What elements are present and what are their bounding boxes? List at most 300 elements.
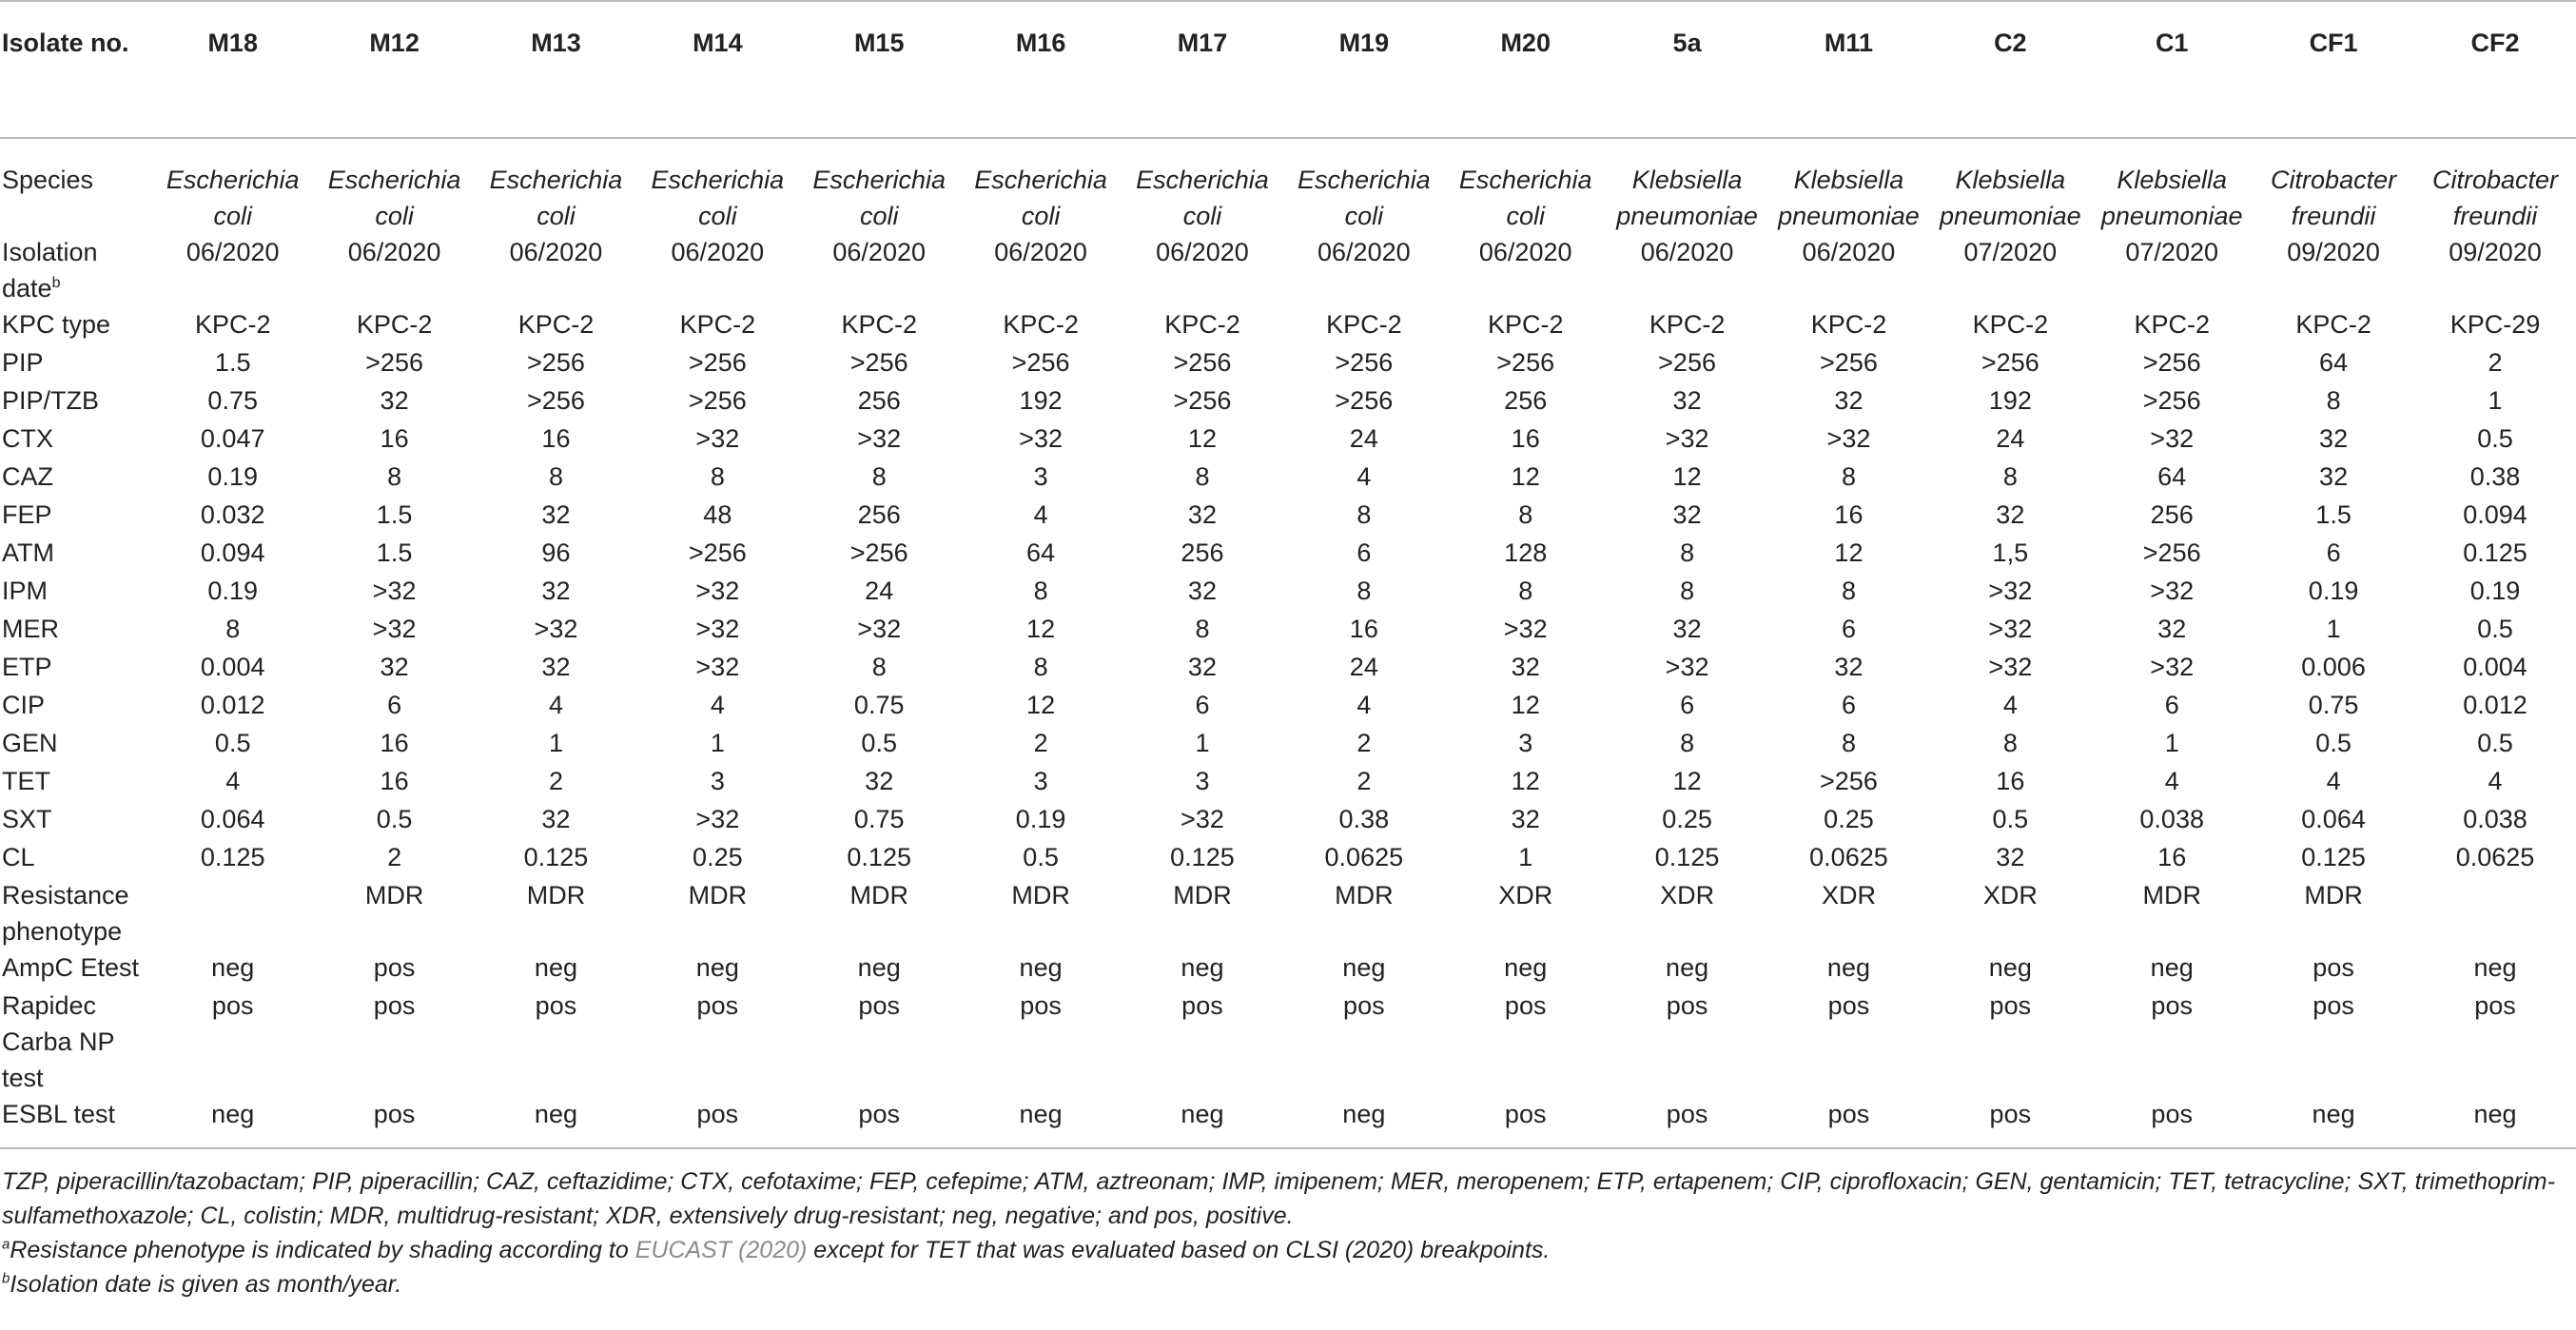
table-cell: XDR (1982, 881, 2038, 909)
table-cell: neg (1342, 953, 1386, 982)
table-cell: Klebsiella pneumoniae (2100, 166, 2243, 230)
column-header-m13: M13 (476, 1, 637, 138)
table-cell: >256 (1496, 348, 1555, 377)
table-cell: 12 (1834, 538, 1864, 567)
row-label (0, 535, 152, 573)
table-cell: MDR (526, 881, 586, 909)
table-cell: 0.5 (1992, 805, 2029, 833)
table-cell: 09/2020 (2287, 238, 2380, 266)
table-row (0, 138, 2576, 234)
table-cell: 0.19 (207, 462, 258, 491)
table-cell: >256 (1011, 348, 1070, 377)
table-cell: >256 (688, 386, 747, 415)
table-cell: 8 (1680, 538, 1695, 567)
row-label (0, 497, 152, 535)
table-cell: neg (1826, 953, 1870, 982)
table-cell: KPC-2 (1326, 310, 1402, 339)
table-cell: 8 (2002, 462, 2018, 491)
column-header-cf1: CF1 (2253, 1, 2414, 138)
table-cell: 1 (548, 729, 563, 757)
table-row (0, 763, 2576, 801)
table-cell: 12 (1672, 767, 1702, 795)
table-cell: 8 (1518, 577, 1533, 605)
table-cell: neg (1504, 953, 1548, 982)
table-cell: >256 (2142, 538, 2201, 567)
row-label (0, 1096, 152, 1148)
table-cell: pos (211, 991, 254, 1020)
table-cell: 1,5 (1992, 538, 2029, 567)
table-cell: 0.38 (1338, 805, 1390, 833)
table-cell: 06/2020 (347, 238, 441, 266)
table-cell: 2 (1356, 729, 1372, 757)
table-cell: pos (1020, 991, 1062, 1020)
table-row (0, 611, 2576, 649)
table-cell: neg (1019, 953, 1063, 982)
table-cell: 0.19 (1015, 805, 1066, 833)
table-cell: 2 (548, 767, 563, 795)
table-cell: 07/2020 (1963, 238, 2058, 266)
footnote-marker: b (51, 275, 61, 291)
table-cell: pos (1607, 1096, 1768, 1148)
table-cell: 32 (541, 500, 571, 529)
row-label-text: ATM (2, 538, 54, 567)
table-cell: 0.19 (2308, 577, 2359, 605)
table-cell: 4 (2002, 691, 2018, 719)
table-cell: Klebsiella pneumoniae (1778, 166, 1920, 230)
table-cell: >256 (849, 538, 908, 567)
table-cell: >32 (1181, 805, 1224, 833)
table-row (0, 877, 2576, 949)
table-cell: pos (2151, 991, 2193, 1020)
table-cell: 0.25 (1824, 805, 1874, 833)
table-cell: 12 (1026, 691, 1056, 719)
table-cell: 0.5 (214, 729, 251, 757)
table-cell: pos (1504, 991, 1547, 1020)
table-cell: neg (2150, 953, 2194, 982)
table-cell: neg (2253, 1096, 2414, 1148)
table-cell: >32 (1988, 653, 2033, 681)
table-cell: 06/2020 (1802, 238, 1896, 266)
table-cell: >32 (1503, 615, 1548, 643)
table-cell: neg (2473, 953, 2517, 982)
row-label-text: Species (2, 166, 94, 194)
table-cell: >256 (1335, 386, 1394, 415)
footnote-b (2, 1267, 2576, 1301)
table-cell: 12 (1672, 462, 1702, 491)
table-cell: 0.5 (376, 805, 413, 833)
table-cell: pos (314, 1096, 476, 1148)
table-cell: 192 (1988, 386, 2032, 415)
table-cell: 256 (857, 386, 901, 415)
table-cell: 0.006 (2301, 653, 2366, 681)
table-cell: neg (1988, 953, 2032, 982)
table-cell: 0.125 (847, 843, 911, 871)
footnote-a (2, 1233, 2576, 1267)
table-cell: 0.5 (1023, 843, 1059, 871)
column-header-m12: M12 (314, 1, 476, 138)
table-cell: KPC-2 (194, 310, 271, 339)
row-label-text: PIP (2, 348, 44, 377)
table-cell: 8 (1195, 615, 1210, 643)
table-cell: 1 (1518, 843, 1533, 871)
table-cell: 1.5 (376, 538, 413, 567)
table-cell: 0.38 (2469, 462, 2521, 491)
table-cell: 32 (380, 653, 409, 681)
table-row (0, 535, 2576, 573)
table-cell: 4 (710, 691, 725, 719)
table-cell: 32 (1187, 500, 1217, 529)
table-cell: neg (1666, 953, 1709, 982)
table-cell: 8 (1033, 577, 1048, 605)
table-cell: 6 (2326, 538, 2341, 567)
table-cell: 0.125 (2301, 843, 2366, 871)
table-cell: Escherichia coli (1298, 166, 1431, 230)
table-cell: 0.004 (200, 653, 265, 681)
footnote-a-text-before: Resistance phenotype is indicated by shading according to (10, 1237, 635, 1263)
table-cell: 1.5 (214, 348, 251, 377)
table-cell: 0.25 (1662, 805, 1712, 833)
table-cell: >32 (857, 424, 902, 453)
table-cell: KPC-2 (679, 310, 756, 339)
row-label-text: PIP/TZB (2, 386, 100, 415)
row-label (0, 459, 152, 497)
column-header-m11: M11 (1768, 1, 1930, 138)
row-label (0, 138, 152, 234)
footnote-b-text: Isolation date is given as month/year. (10, 1271, 402, 1298)
table-cell: 2 (1033, 729, 1048, 757)
column-header-m20: M20 (1445, 1, 1607, 138)
table-cell: 32 (865, 767, 894, 795)
table-cell: neg (2414, 1096, 2576, 1148)
header-row (0, 1, 2576, 138)
table-cell: neg (857, 953, 901, 982)
column-header-isolate-no: Isolate no. (0, 1, 152, 138)
table-cell: MDR (364, 881, 424, 909)
table-cell: 8 (710, 462, 725, 491)
table-cell: >256 (365, 348, 423, 377)
table-cell: 0.064 (2301, 805, 2366, 833)
table-cell: 16 (1349, 615, 1378, 643)
column-header-5a: 5a (1607, 1, 1768, 138)
table-cell: >32 (2150, 424, 2195, 453)
table-cell: pos (858, 991, 900, 1020)
row-label-text: AmpC Etest (2, 953, 140, 982)
table-cell: 0.125 (2463, 538, 2527, 567)
table-body (0, 138, 2576, 1148)
table-row (0, 459, 2576, 497)
table-cell: Escherichia coli (974, 166, 1107, 230)
table-cell: 8 (2002, 729, 2018, 757)
footnote-b-marker: b (2, 1270, 10, 1287)
row-label (0, 234, 152, 306)
table-cell: >256 (527, 386, 585, 415)
table-cell: 8 (1033, 653, 1048, 681)
table-cell: pos (2313, 991, 2354, 1020)
table-cell: 12 (1511, 691, 1540, 719)
table-cell: MDR (688, 881, 748, 909)
row-label-text: KPC type (2, 310, 111, 339)
row-label-text: Resistance phenotype (2, 881, 129, 946)
table-cell: >256 (849, 348, 908, 377)
row-label-text: SXT (2, 805, 52, 833)
table-cell: 32 (1511, 653, 1540, 681)
table-cell: pos (2313, 953, 2354, 982)
table-cell: 16 (1511, 424, 1540, 453)
table-cell: 0.0625 (1324, 843, 1404, 871)
table-cell: XDR (1660, 881, 1715, 909)
row-label (0, 344, 152, 382)
table-cell: 2 (387, 843, 402, 871)
table-cell: 32 (1672, 500, 1702, 529)
table-cell: 12 (1511, 767, 1540, 795)
table-cell: 256 (857, 500, 901, 529)
row-label (0, 687, 152, 725)
table-cell: 06/2020 (832, 238, 926, 266)
table-cell: 24 (1349, 653, 1378, 681)
table-cell: Escherichia coli (1458, 166, 1592, 230)
row-label-text: FEP (2, 500, 52, 529)
table-cell: Escherichia coli (327, 166, 461, 230)
row-label-text: GEN (2, 729, 58, 757)
table-cell: KPC-2 (1810, 310, 1887, 339)
table-cell: 4 (2488, 767, 2503, 795)
table-cell: >256 (1173, 348, 1232, 377)
table-cell: 8 (1195, 462, 1210, 491)
table-cell: 09/2020 (2449, 238, 2542, 266)
table-cell: pos (373, 953, 416, 982)
table-row (0, 234, 2576, 306)
row-label (0, 763, 152, 801)
table-cell: 32 (2157, 615, 2187, 643)
table-cell: 06/2020 (509, 238, 603, 266)
row-label-text: TET (2, 767, 50, 795)
table-cell: pos (373, 991, 416, 1020)
table-cell: 0.047 (200, 424, 265, 453)
table-cell: pos (1768, 1096, 1930, 1148)
table-cell: 6 (1841, 691, 1856, 719)
table-cell: 12 (1187, 424, 1217, 453)
table-row (0, 306, 2576, 344)
table-cell: 4 (225, 767, 241, 795)
table-row (0, 839, 2576, 877)
row-label (0, 725, 152, 763)
table-cell: 32 (541, 653, 571, 681)
table-cell: 6 (1356, 538, 1372, 567)
table-cell: 3 (1033, 767, 1048, 795)
table-cell: pos (1666, 991, 1708, 1020)
table-cell: 0.004 (2463, 653, 2527, 681)
table-cell: 12 (1511, 462, 1540, 491)
table-cell: neg (1283, 1096, 1445, 1148)
footnote-a-text-after: except for TET that was evaluated based on CLSI (2020) breakpoints. (807, 1237, 1551, 1263)
table-cell: 07/2020 (2125, 238, 2218, 266)
table-cell: 32 (541, 805, 571, 833)
table-cell: 0.094 (200, 538, 265, 567)
table-cell: Escherichia coli (166, 166, 300, 230)
table-row (0, 649, 2576, 687)
table-cell: >256 (1820, 348, 1878, 377)
table-row (0, 988, 2576, 1096)
table-cell: >256 (2142, 386, 2201, 415)
table-cell: 32 (2319, 424, 2349, 453)
table-cell: 6 (1841, 615, 1856, 643)
table-cell: >256 (1173, 386, 1232, 415)
table-cell: 32 (1834, 386, 1864, 415)
footnotes (0, 1164, 2576, 1301)
table-cell: >32 (2150, 653, 2195, 681)
table-cell: pos (696, 991, 739, 1020)
eucast-citation-link[interactable]: EUCAST (2020) (634, 1237, 808, 1263)
table-cell: 4 (1356, 691, 1372, 719)
table-cell: pos (1181, 991, 1223, 1020)
table-cell: 0.5 (2315, 729, 2352, 757)
table-cell: 06/2020 (1478, 238, 1572, 266)
table-cell: KPC-2 (1972, 310, 2049, 339)
table-cell: 16 (1996, 767, 2025, 795)
table-cell: 8 (1841, 462, 1856, 491)
column-header-m17: M17 (1122, 1, 1283, 138)
table-cell: 3 (1518, 729, 1533, 757)
table-cell: 16 (541, 424, 571, 453)
column-header-m19: M19 (1283, 1, 1445, 138)
table-cell: 0.064 (200, 805, 265, 833)
table-cell: 32 (1511, 805, 1540, 833)
table-row (0, 344, 2576, 382)
table-cell: neg (211, 953, 255, 982)
table-cell: 256 (1504, 386, 1548, 415)
table-cell: pos (1989, 991, 2032, 1020)
table-cell: 06/2020 (1640, 238, 1734, 266)
column-header-m18: M18 (152, 1, 314, 138)
column-header-m15: M15 (798, 1, 960, 138)
row-label-text: CL (2, 843, 35, 871)
table-cell: 0.19 (2469, 577, 2521, 605)
table-cell: 0.094 (2463, 500, 2527, 529)
table-cell: Escherichia coli (812, 166, 946, 230)
table-cell: 8 (1356, 577, 1372, 605)
table-cell: pos (798, 1096, 960, 1148)
table-cell: 96 (541, 538, 571, 567)
table-cell: 0.012 (2463, 691, 2527, 719)
table-cell: 0.032 (200, 500, 265, 529)
table-cell: 0.19 (207, 577, 258, 605)
table-cell: 0.0625 (1809, 843, 1888, 871)
table-cell: >32 (857, 615, 902, 643)
table-cell: neg (152, 1096, 314, 1148)
table-cell: 32 (1187, 577, 1217, 605)
table-cell: >256 (1981, 348, 2039, 377)
table-cell: KPC-2 (2134, 310, 2210, 339)
row-label-text: ESBL test (2, 1100, 116, 1128)
table-cell: pos (1929, 1096, 2091, 1148)
table-cell: KPC-29 (2449, 310, 2541, 339)
row-label-text: Rapidec Carba NP test (2, 991, 115, 1092)
row-label (0, 421, 152, 459)
table-cell: 8 (225, 615, 241, 643)
table-cell: 64 (2157, 462, 2187, 491)
table-cell: 0.125 (523, 843, 589, 871)
table-cell: 24 (865, 577, 894, 605)
table-cell: >256 (1335, 348, 1394, 377)
column-header-m14: M14 (636, 1, 798, 138)
table-cell: 8 (1680, 577, 1695, 605)
table-cell: KPC-2 (517, 310, 595, 339)
table-cell: pos (636, 1096, 798, 1148)
table-cell (2414, 877, 2576, 949)
table-cell: >256 (527, 348, 585, 377)
table-cell: KPC-2 (841, 310, 917, 339)
row-label (0, 382, 152, 421)
table-cell: neg (1181, 953, 1224, 982)
row-label-text: MER (2, 615, 59, 643)
table-cell: 4 (2326, 767, 2341, 795)
table-cell: 32 (1672, 386, 1702, 415)
table-row (0, 801, 2576, 839)
row-label-text: CAZ (2, 462, 53, 491)
table-cell: 1.5 (376, 500, 413, 529)
table-cell: XDR (1498, 881, 1553, 909)
table-cell: 24 (1349, 424, 1378, 453)
table-cell: 0.75 (853, 691, 905, 719)
table-cell: >32 (695, 577, 740, 605)
table-cell: 32 (1834, 653, 1864, 681)
table-cell: pos (2474, 991, 2516, 1020)
table-cell: 0.038 (2463, 805, 2527, 833)
row-label-text: IPM (2, 577, 49, 605)
table-cell: 6 (1680, 691, 1695, 719)
table-cell: 8 (871, 653, 887, 681)
table-cell: 4 (1356, 462, 1372, 491)
table-cell: 8 (1518, 500, 1533, 529)
table-cell: 48 (703, 500, 732, 529)
table-cell: neg (695, 953, 739, 982)
table-cell: neg (1122, 1096, 1283, 1148)
table-cell: 6 (1195, 691, 1210, 719)
row-label-text: Isolation date (2, 238, 98, 303)
table-cell: KPC-2 (1164, 310, 1240, 339)
row-label (0, 801, 152, 839)
row-label (0, 877, 152, 949)
table-cell: 32 (1187, 653, 1217, 681)
table-cell: MDR (1335, 881, 1394, 909)
table-cell: 192 (1019, 386, 1063, 415)
table-cell: 8 (1356, 500, 1372, 529)
table-cell: MDR (1173, 881, 1232, 909)
table-cell: 06/2020 (1156, 238, 1249, 266)
table-cell: neg (534, 953, 577, 982)
table-cell: 0.25 (693, 843, 743, 871)
table-cell: 64 (1026, 538, 1056, 567)
table-cell: KPC-2 (1649, 310, 1726, 339)
table-cell: 2 (2488, 348, 2503, 377)
table-cell: 0.75 (2308, 691, 2359, 719)
column-header-c1: C1 (2091, 1, 2253, 138)
table-cell: 0.5 (2477, 729, 2513, 757)
row-label (0, 988, 152, 1096)
table-cell: 3 (1033, 462, 1048, 491)
table-cell: >32 (695, 615, 740, 643)
table-cell: 0.75 (853, 805, 905, 833)
table-cell: >32 (534, 615, 578, 643)
table-row (0, 382, 2576, 421)
table-cell: Citrobacter freundii (2431, 166, 2559, 230)
table-cell: pos (1343, 991, 1385, 1020)
table-cell: 64 (2319, 348, 2349, 377)
table-cell (152, 877, 314, 949)
table-cell: >256 (688, 348, 747, 377)
table-cell: 16 (380, 729, 409, 757)
footnote-a-marker: a (2, 1236, 10, 1253)
